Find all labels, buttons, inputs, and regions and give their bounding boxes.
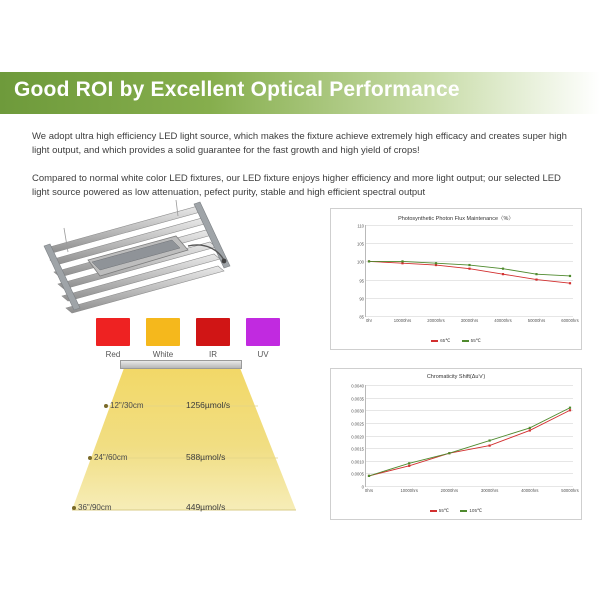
y-axis-tick: 0.0020	[351, 434, 364, 439]
y-axis-tick: 105	[357, 241, 364, 247]
swatch-label-red: Red	[105, 350, 121, 359]
y-axis-tick: 85	[359, 314, 364, 320]
y-axis-tick: 95	[359, 278, 364, 284]
swatch-red	[96, 318, 130, 346]
cone-ppfd-3: 449µmol/s	[186, 502, 226, 512]
y-axis-tick: 0.0010	[351, 459, 364, 465]
x-axis-tick: 40000hrs	[521, 488, 539, 493]
y-axis-tick: 0.0025	[351, 421, 364, 427]
y-axis-tick: 100	[357, 259, 364, 265]
intro-paragraph-1: We adopt ultra high efficiency LED light source, which makes the fixture achieve extremely high efficacy and creates super high light output, and which provides a solid guarantee for the fast growth and high yield of crops!	[32, 131, 567, 156]
cone-distance-2: 24"/60cm	[94, 453, 128, 462]
swatch-label-uv: UV	[257, 350, 269, 359]
chart1-legend-item-0: 65℃	[431, 338, 450, 343]
cone-distance-3: 36"/90cm	[78, 503, 112, 512]
x-axis-tick: 20000hrs	[427, 318, 445, 323]
y-axis-tick: 0.0040	[351, 383, 364, 389]
x-axis-tick: 10000hrs	[393, 318, 412, 323]
cone-ppfd-1: 1256µmol/s	[186, 400, 231, 410]
x-axis-tick: 0hrs	[364, 488, 374, 493]
fixture-bar	[120, 360, 242, 369]
chart-ppf-maintenance	[330, 208, 582, 350]
chart2-legend	[331, 508, 581, 514]
y-axis-tick: 0	[361, 484, 364, 490]
swatch-label-ir: IR	[209, 350, 217, 359]
y-axis-tick: 110	[357, 223, 364, 229]
x-axis-tick: 20000hrs	[440, 488, 459, 493]
chart2-legend-item-1: 105℃	[460, 508, 482, 513]
x-axis-tick: 50000hrs	[561, 488, 579, 493]
gridline	[359, 314, 573, 320]
chart1-legend	[331, 338, 581, 344]
chart1-title: Photosynthetic Photon Flux Maintenance（%）	[398, 216, 514, 222]
swatch-uv	[246, 318, 280, 346]
cone-distance-1: 12"/30cm	[110, 401, 144, 410]
light-cone-diagram	[58, 360, 326, 520]
swatch-white	[146, 318, 180, 346]
x-axis-tick: 0hr	[365, 318, 373, 323]
chart1-legend-item-1: 55℃	[462, 338, 481, 343]
y-axis-tick: 0.0035	[351, 396, 364, 402]
led-fixture-illustration	[28, 198, 318, 328]
chart2-plot-area	[351, 383, 579, 493]
chart1-plot-area	[357, 223, 579, 323]
x-axis-tick: 50000hrs	[527, 318, 546, 323]
intro-paragraph-2: Compared to normal white color LED fixtures, our LED fixture enjoys higher efficiency and more light output; our selected LED light source powered as low attenuation, pefect purity, stable and high efficient spectral output	[32, 173, 561, 198]
x-axis-tick: 30000hrs	[480, 488, 499, 493]
chart2-legend-item-0: 55℃	[430, 508, 449, 513]
y-axis-tick: 0.0015	[351, 446, 364, 452]
x-axis-tick: 60000hrs	[561, 318, 579, 323]
y-axis-tick: 90	[359, 296, 364, 302]
x-axis-tick: 10000hrs	[400, 488, 418, 493]
swatch-ir	[196, 318, 230, 346]
color-swatch-group	[96, 318, 286, 366]
swatch-label-white: White	[152, 350, 174, 359]
x-axis-tick: 40000hrs	[494, 318, 512, 323]
cone-ppfd-2: 588µmol/s	[186, 452, 226, 462]
chart2-title: Chromaticity Shift(Δu'v')	[426, 374, 486, 380]
x-axis-tick: 30000hrs	[460, 318, 479, 323]
y-axis-tick: 0.0005	[351, 471, 364, 477]
y-axis-tick: 0.0030	[351, 408, 364, 414]
page-title: Good ROI by Excellent Optical Performance	[14, 78, 460, 101]
gridline	[361, 484, 573, 490]
chart-chromaticity-shift	[330, 368, 582, 520]
